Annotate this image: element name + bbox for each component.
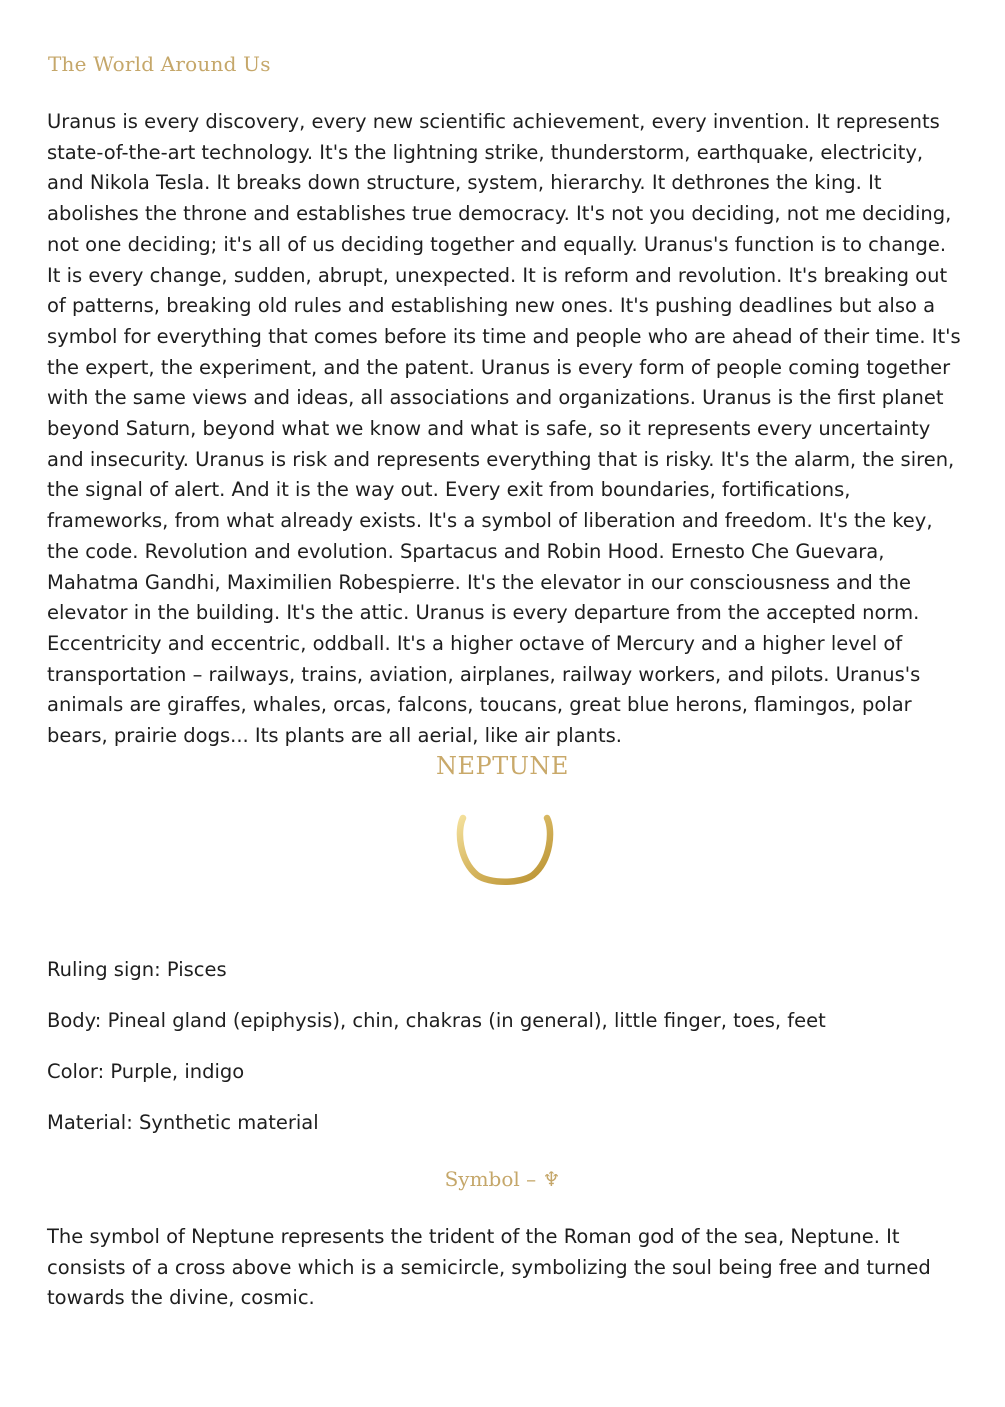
attribute-body: Body: Pineal gland (epiphysis), chin, chakras (in general), little finger, toes, feet [47,1009,826,1032]
section-title-neptune: NEPTUNE [436,752,569,780]
attribute-ruling-sign: Ruling sign: Pisces [47,958,227,981]
attribute-color: Color: Purple, indigo [47,1060,245,1083]
running-header: The World Around Us [48,52,271,76]
attribute-list [47,955,826,1159]
attribute-material: Material: Synthetic material [47,1111,319,1134]
uranus-paragraph: Uranus is every discovery, every new scientific achievement, every invention. It represents state-of-the-art technology. It's the lightning strike, thunderstorm, earthquake, electricity, and Nikola Tesla. It breaks down structure, system, hierarchy. It dethrones the king. It abolishes the throne and establishes true democracy. It's not you deciding, not me deciding, not one deciding; it's all of us deciding together and equally. Uranus's function is to change. It is every change, sudden, abrupt, unexpected. It is reform and revolution. It's breaking out of patterns, breaking old rules and establishing new ones. It's pushing deadlines but also a symbol for everything that comes before its time and people who are ahead of their time. It's the expert, the experiment, and the patent. Uranus is every form of people coming together with the same views and ideas, all associations and organizations. Uranus is the first planet beyond Saturn, beyond what we know and what is safe, so it represents every uncertainty and insecurity. Uranus is risk and represents everything that is risky. It's the alarm, the siren, the signal of alert. And it is the way out. Every exit from boundaries, fortifications, frameworks, from what already exists. It's a symbol of liberation and freedom. It's the key, the code. Revolution and evolution. Spartacus and Robin Hood. Ernesto Che Guevara, Mahatma Gandhi, Maximilien Robespierre. It's the elevator in our consciousness and the elevator in the building. It's the attic. Uranus is every departure from the accepted norm. Eccentricity and eccentric, oddball. It's a higher octave of Mercury and a higher level of transportation – railways, trains, aviation, airplanes, railway workers, and pilots. Uranus's animals are giraffes, whales, orcas, falcons, toucans, great blue herons, flamingos, polar bears, prairie dogs... Its plants are all aerial, like air plants. [47,110,961,748]
symbol-heading: Symbol – ♆ [444,1167,561,1191]
neptune-trident-icon [455,810,555,940]
symbol-paragraph: The symbol of Neptune represents the trident of the Roman god of the sea, Neptune. It consists of a cross above which is a semicircle, symbolizing the soul being free and turned towards the divine, cosmic. [47,1225,931,1310]
